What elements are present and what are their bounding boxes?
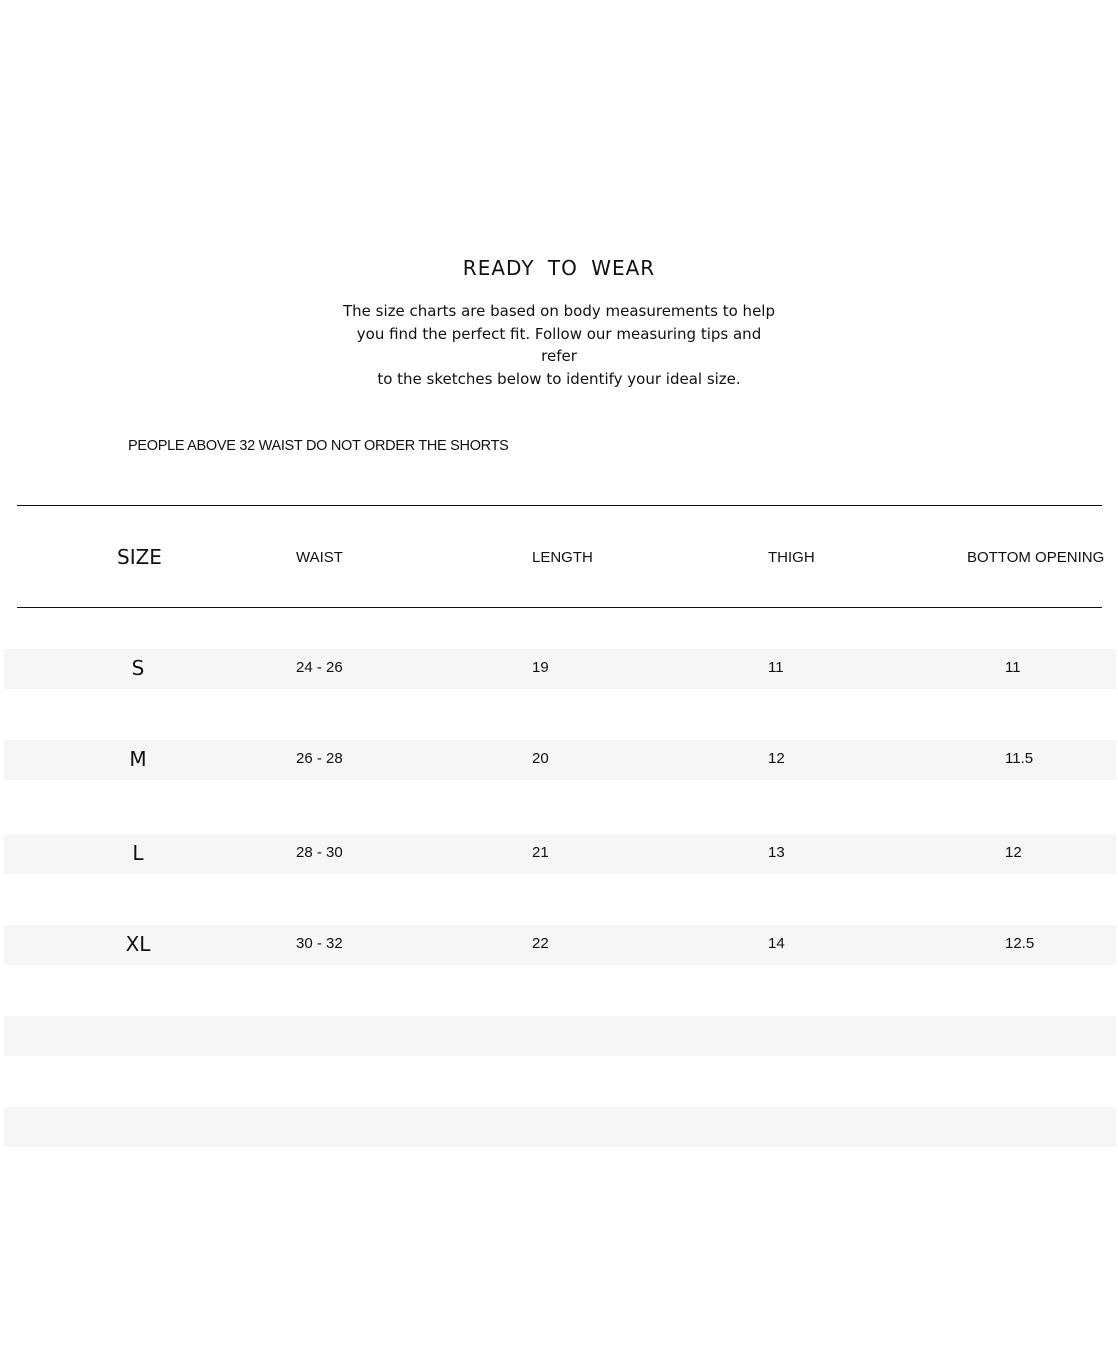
row-waist: 30 - 32: [296, 935, 343, 952]
table-row: [4, 649, 1116, 689]
row-length: 19: [532, 659, 549, 676]
row-thigh: 11: [768, 659, 784, 676]
header-waist: WAIST: [296, 549, 343, 566]
table-row: [4, 740, 1116, 780]
table-top-divider: [17, 505, 1102, 506]
row-waist: 26 - 28: [296, 750, 343, 767]
row-bottom-opening: 12: [1005, 844, 1022, 861]
row-length: 21: [532, 844, 549, 861]
table-row-empty: [4, 1107, 1116, 1147]
row-size: L: [132, 841, 144, 865]
intro-line: you find the perfect fit. Follow our measuring tips and refer: [356, 324, 762, 365]
row-bottom-opening: 11.5: [1005, 750, 1034, 767]
header-thigh: THIGH: [768, 549, 815, 566]
header-length: LENGTH: [532, 549, 593, 566]
row-bottom-opening: 11: [1005, 659, 1021, 676]
table-row: [4, 834, 1116, 874]
header-size: SIZE: [117, 545, 162, 569]
row-bottom-opening: 12.5: [1005, 935, 1035, 952]
row-size: XL: [125, 932, 151, 956]
size-notice: PEOPLE ABOVE 32 WAIST DO NOT ORDER THE SHORTS: [128, 438, 509, 454]
table-row-empty: [4, 1016, 1116, 1056]
intro-line: to the sketches below to identify your ideal size.: [377, 369, 741, 388]
row-size: M: [129, 747, 147, 771]
size-table-header: [0, 538, 1118, 578]
table-header-divider: [17, 607, 1102, 608]
intro-line: The size charts are based on body measurements to help: [343, 302, 775, 320]
table-row: [4, 925, 1116, 965]
row-thigh: 13: [768, 844, 785, 861]
row-waist: 24 - 26: [296, 659, 343, 676]
row-length: 22: [532, 935, 549, 952]
row-size: S: [131, 656, 145, 680]
header-bottom-opening: BOTTOM OPENING: [967, 549, 1105, 566]
page-title: READY TO WEAR: [462, 256, 656, 280]
row-thigh: 14: [768, 935, 785, 952]
row-waist: 28 - 30: [296, 844, 343, 861]
row-thigh: 12: [768, 750, 785, 767]
intro-text: [339, 300, 779, 390]
row-length: 20: [532, 750, 549, 767]
